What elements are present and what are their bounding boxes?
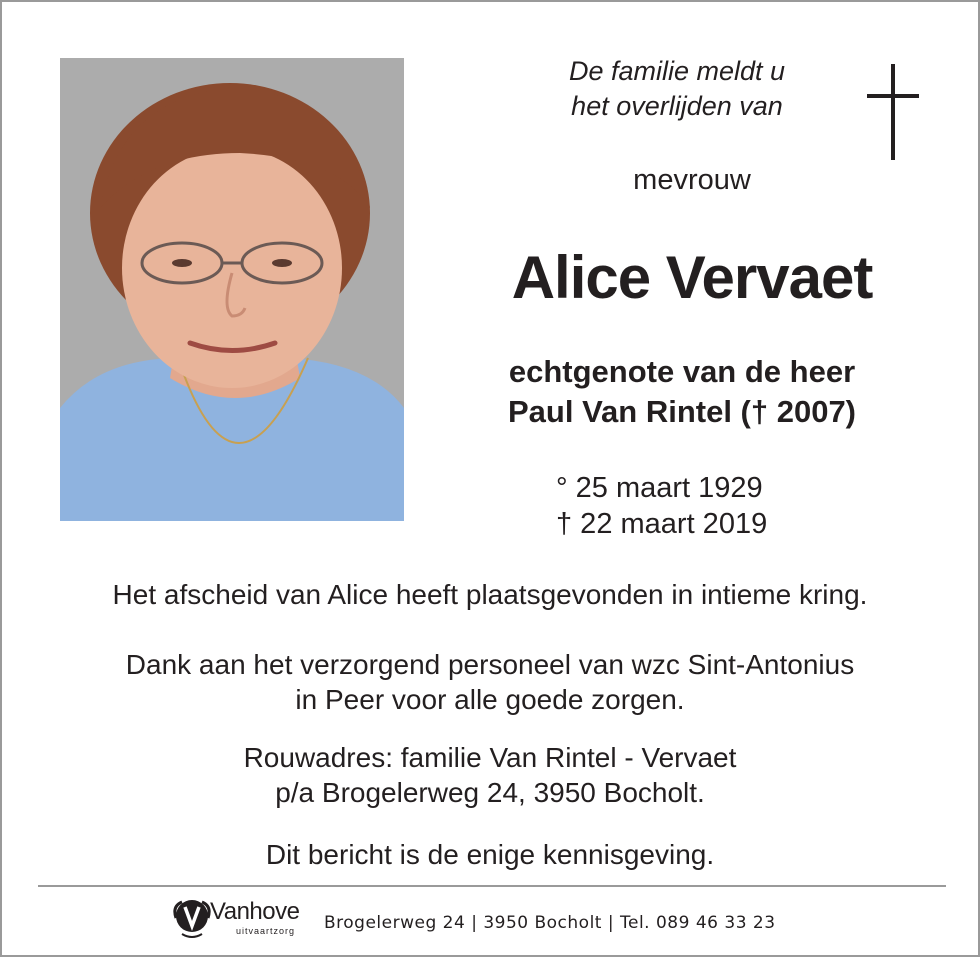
logo-subtitle: uitvaartzorg: [236, 926, 296, 936]
spouse-line-2: Paul Van Rintel († 2007): [507, 394, 857, 429]
portrait-image: [60, 58, 404, 521]
logo-emblem-icon: [172, 896, 212, 940]
life-dates: [542, 470, 842, 542]
death-date: † 22 maart 2019: [556, 508, 768, 540]
mourning-address: [2, 740, 978, 810]
deceased-name: Alice Vervaet: [511, 244, 873, 311]
notice-text: Dit bericht is de enige kennisgeving.: [265, 839, 715, 870]
intro-line-1: De familie meldt u: [568, 56, 786, 86]
footer-contact: Brogelerweg 24 | 3950 Bocholt | Tel. 089 46 33 23: [324, 913, 776, 933]
intro-line-2: het overlijden van: [571, 91, 783, 121]
footer-divider: [38, 885, 946, 887]
thanks-line-2: in Peer voor alle goede zorgen.: [295, 684, 685, 715]
intro-text: [472, 54, 882, 124]
spouse-line-1: echtgenote van de heer: [508, 354, 856, 389]
mourning-address-line-2: p/a Brogelerweg 24, 3950 Bocholt.: [275, 777, 705, 808]
spouse-info: [432, 352, 932, 432]
honorific: mevrouw: [633, 164, 751, 196]
farewell-text: Het afscheid van Alice heeft plaatsgevonden in intieme kring.: [112, 579, 868, 610]
thanks-text: [2, 647, 978, 717]
birth-date: ° 25 maart 1929: [556, 472, 763, 504]
funeral-home-logo: [172, 896, 312, 940]
logo-name: Vanhove: [210, 898, 300, 925]
portrait-photo: [60, 58, 404, 521]
cross-icon: [864, 62, 924, 162]
thanks-line-1: Dank aan het verzorgend personeel van wzc Sint-Antonius: [125, 649, 855, 680]
footer: [172, 894, 852, 944]
mourning-address-line-1: Rouwadres: familie Van Rintel - Vervaet: [243, 742, 737, 773]
